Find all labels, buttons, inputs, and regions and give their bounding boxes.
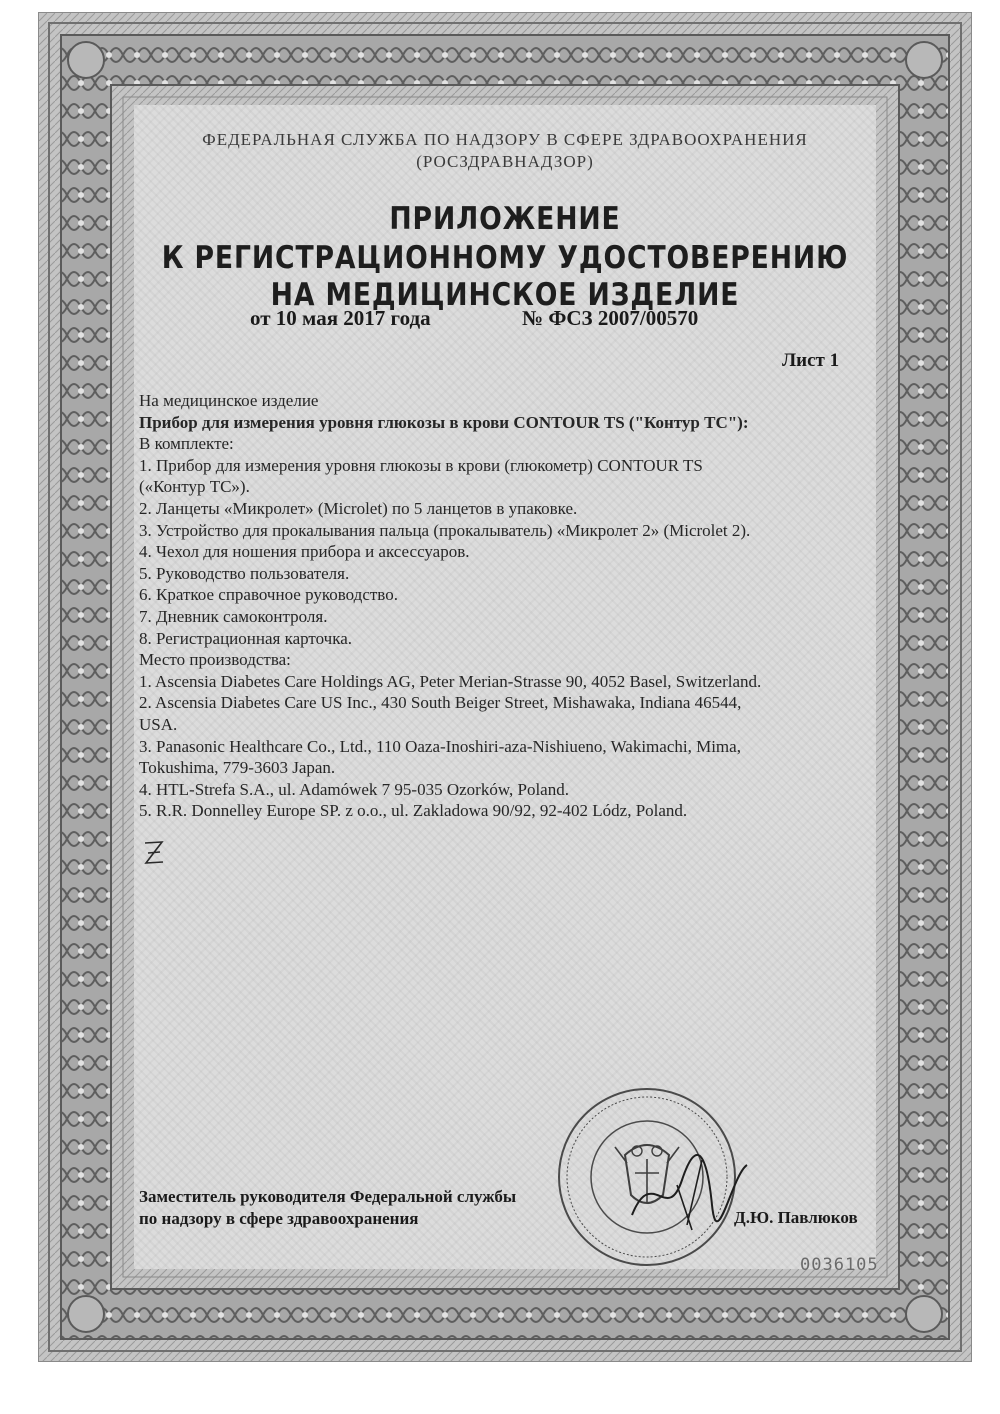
registration-number: № ФСЗ 2007/00570 [522, 306, 699, 330]
signatory-position-line2: по надзору в сфере здравоохранения [139, 1209, 419, 1228]
list-item: 5. Руководство пользователя. [139, 563, 350, 583]
intro-line: На медицинское изделие [139, 391, 319, 410]
set-label: В комплекте: [139, 434, 234, 454]
list-item: 1. Прибор для измерения уровня глюкозы в крови (глюкометр) CONTOUR TS [139, 455, 703, 475]
product-name: Прибор для измерения уровня глюкозы в крови CONTOUR TS ("Контур ТС"): [139, 412, 749, 432]
production-place: Tokushima, 779-3603 Japan. [139, 758, 336, 778]
list-item: 4. Чехол для ношения прибора и аксессуаров. [139, 542, 470, 562]
list-item: 8. Регистрационная карточка. [139, 628, 353, 648]
sheet-number: Лист 1 [782, 350, 840, 371]
signatory-name: Д.Ю. Павлюков [734, 1208, 858, 1227]
agency-name: ФЕДЕРАЛЬНАЯ СЛУЖБА ПО НАДЗОРУ В СФЕРЕ ЗДРАВООХРАНЕНИЯ [202, 130, 808, 149]
list-item: 7. Дневник самоконтроля. [139, 606, 328, 626]
list-item: («Контур ТС»). [139, 477, 250, 497]
handwritten-initial [142, 838, 166, 868]
production-place: 2. Ascensia Diabetes Care US Inc., 430 South Beiger Street, Mishawaka, Indiana 46544, [139, 693, 742, 713]
list-item: 2. Ланцеты «Микролет» (Microlet) по 5 ланцетов в упаковке. [139, 498, 578, 518]
agency-abbreviation: (РОСЗДРАВНАДЗОР) [416, 152, 594, 171]
production-place: 3. Panasonic Healthcare Co., Ltd., 110 Oaza-Inoshiri-aza-Nishiueno, Wakimachi, Mima, [139, 736, 741, 756]
production-place: 1. Ascensia Diabetes Care Holdings AG, Peter Merian-Strasse 90, 4052 Basel, Switzerland. [139, 671, 762, 691]
document-title-line3: НА МЕДИЦИНСКОЕ ИЗДЕЛИЕ [270, 277, 740, 313]
list-item: 6. Краткое справочное руководство. [139, 585, 398, 605]
production-place: 5. R.R. Donnelley Europe SP. z o.o., ul. Zakladowa 90/92, 92-402 Lódz, Poland. [139, 801, 688, 821]
signatory-position-line1: Заместитель руководителя Федеральной службы [139, 1187, 517, 1206]
production-place: 4. HTL-Strefa S.A., ul. Adamówek 7 95-035 Ozorków, Poland. [139, 779, 569, 799]
issue-date: от 10 мая 2017 года [250, 306, 431, 330]
production-label: Место производства: [139, 650, 291, 670]
serial-number: 0036105 [800, 1255, 879, 1275]
document-title: ПРИЛОЖЕНИЕ [389, 201, 621, 237]
handwritten-signature [622, 1145, 752, 1235]
list-item: 3. Устройство для прокалывания пальца (прокалыватель) «Микролет 2» (Microlet 2). [139, 520, 751, 540]
signatory-position [139, 1186, 516, 1230]
document-title-line2: К РЕГИСТРАЦИОННОМУ УДОСТОВЕРЕНИЮ [161, 240, 849, 276]
production-place: USA. [139, 714, 178, 734]
document-body [139, 390, 859, 822]
